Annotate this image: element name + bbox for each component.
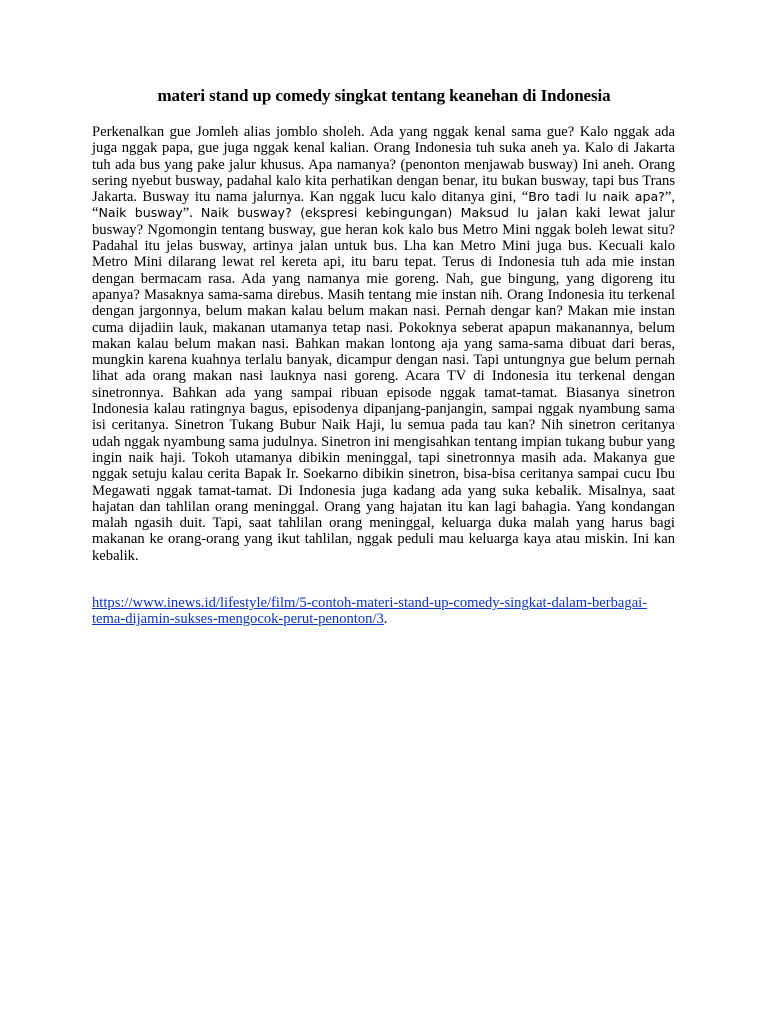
source-link-paragraph [92, 595, 675, 628]
body-quote-2: Naik busway [98, 205, 183, 221]
source-link[interactable]: https://www.inews.id/lifestyle/film/5-contoh-materi-stand-up-comedy-singkat-dalam-berbagai-tema-dijamin-sukses-mengocok-perut-penonton/3 [92, 595, 648, 628]
body-text-part-2: ”, “ [92, 189, 675, 222]
body-quote-1: Bro tadi lu naik apa? [528, 189, 665, 205]
source-link-suffix: . [383, 611, 388, 628]
body-quote-3: Naik busway? (ekspresi kebingungan) Maksud lu jalan [200, 205, 568, 221]
body-text-part-1: Perkenalkan gue Jomleh alias jomblo sholeh. Ada yang nggak kenal sama gue? Kalo nggak ada juga nggak papa, gue juga nggak kenal kalian. Orang Indonesia tuh suka aneh ya. Kalo di Jakarta tuh ada bus yang pake jalur khusus. Apa namanya? (penonton menjawab busway) Ini aneh. Orang sering nyebut busway, padahal kalo kita perhatikan dengan benar, itu bukan busway, tapi bus Trans Jakarta. Busway itu nama jalurnya. Kan nggak lucu kalo ditanya gini, “ [92, 124, 675, 206]
body-text-part-4: kaki lewat jalur busway? Ngomongin tentang busway, gue heran kok kalo bus Metro Mini nggak boleh lewat situ? Padahal itu jelas busway, artinya jalan untuk bus. Lha kan Metro Mini juga bus. Kecuali kalo Metro Mini dilarang lewat rel kereta api, itu baru tepat. Terus di Indonesia tuh ada mie instan dengan bermacam rasa. Ada yang namanya mie goreng. Nah, gue bingung, yang digoreng itu apanya? Masaknya sama-sama direbus. Masih tentang mie instan nih. Orang Indonesia itu terkenal dengan jargonnya, belum makan kalau belum makan nasi. Pernah dengar kan? Makan mie instan cuma dijadiin lauk, makanan utamanya tetap nasi. Pokoknya seberat apapun makanannya, belum makan kalau belum makan nasi. Bahkan makan lontong aja yang sama-sama dibuat dari beras, mungkin karena kuahnya terlalu banyak, dicampur dengan nasi. Tapi untungnya gue belum pernah lihat ada orang makan nasi lauknya nasi goreng. Acara TV di Indonesia itu terkenal dengan sinetronnya. Bahkan ada yang sampai ribuan episode nggak tamat-tamat. Biasanya sinetron Indonesia kalau ratingnya bagus, episodenya dipanjang-panjangin, sampai nggak nyambung sama isi ceritanya. Sinetron Tukang Bubur Naik Haji, lu semua pada tau kan? Nih sinetron ceritanya udah nggak nyambung sama judulnya. Sinetron ini mengisahkan tentang impian tukang bubur yang ingin naik haji. Tokoh utamanya dibikin meninggal, tapi sinetronnya masih ada. Makanya gue nggak setuju kalau cerita Bapak Ir. Soekarno dibikin sinetron, bisa-bisa ceritanya sampai cucu Ibu Megawati nggak tamat-tamat. Di Indonesia juga kadang ada yang suka kebalik. Misalnya, saat hajatan dan tahlilan orang meninggal. Orang yang hajatan itu kan lagi bahagia. Yang kondangan malah ngasih duit. Tapi, saat tahlilan orang meninggal, keluarga duka malah yang harus bagi makanan ke orang-orang yang ikut tahlilan, nggak peduli mau keluarga kaya atau miskin. Ini kan kebalik. [92, 205, 675, 564]
document-body [92, 124, 675, 564]
document-title: materi stand up comedy singkat tentang keanehan di Indonesia [157, 86, 611, 105]
body-text-part-3: ”. [182, 205, 201, 222]
